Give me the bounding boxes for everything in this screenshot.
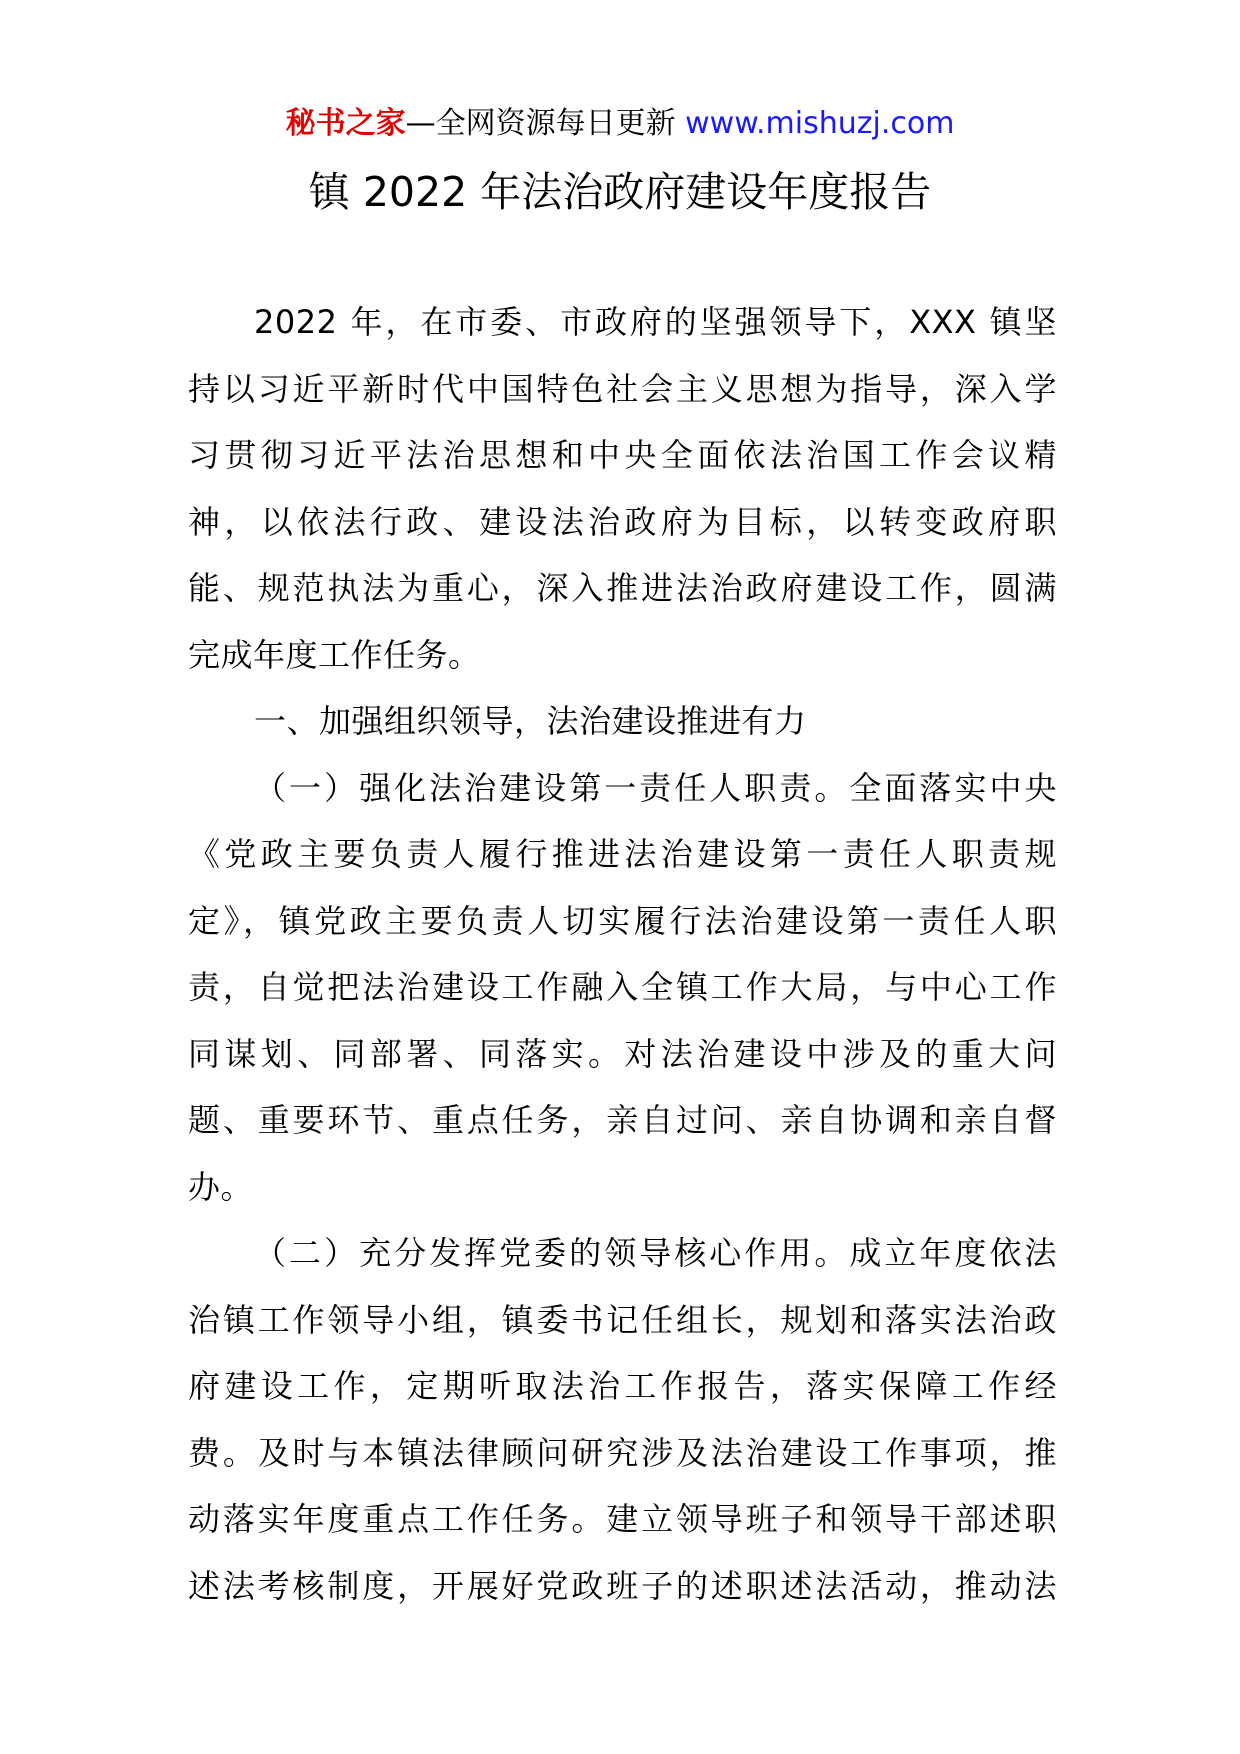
paragraph-line: 定》，镇党政主要负责人切实履行法治建设第一责任人职	[188, 901, 1057, 940]
paragraph-line: 能、规范执法为重心，深入推进法治政府建设工作，圆满	[188, 569, 1057, 607]
document-body	[188, 289, 1057, 1619]
paragraph-line: 治镇工作领导小组，镇委书记任组长，规划和落实法治政	[188, 1300, 1057, 1339]
watermark-header	[0, 102, 1240, 146]
watermark-url[interactable]: www.mishuzj.com	[685, 106, 955, 141]
paragraph-line: （一）强化法治建设第一责任人职责。全面落实中央	[254, 768, 1057, 807]
paragraph-line: 同谋划、同部署、同落实。对法治建设中涉及的重大问	[188, 1034, 1057, 1073]
paragraph-line: 完成年度工作任务。	[188, 635, 481, 674]
paragraph-line: 述法考核制度，开展好党政班子的述职述法活动，推动法	[188, 1566, 1057, 1605]
paragraph-line: 习贯彻习近平法治思想和中央全面依法治国工作会议精	[188, 436, 1057, 474]
paragraph-line: 2022 年，在市委、市政府的坚强领导下，XXX 镇坚	[254, 303, 1057, 341]
paragraph-line: 费。及时与本镇法律顾问研究涉及法治建设工作事项，推	[188, 1433, 1057, 1472]
paragraph-line: 动落实年度重点工作任务。建立领导班子和领导干部述职	[188, 1500, 1057, 1538]
document-title: 镇 2022 年法治政府建设年度报告	[308, 168, 932, 216]
paragraph-line: 题、重要环节、重点任务，亲自过问、亲自协调和亲自督	[188, 1101, 1057, 1139]
watermark-brand: 秘书之家	[285, 106, 406, 141]
paragraph-line: 办。	[188, 1167, 254, 1206]
paragraph-line: 责，自觉把法治建设工作融入全镇工作大局，与中心工作	[188, 968, 1057, 1006]
watermark-tagline: —全网资源每日更新	[405, 106, 686, 141]
paragraph-line: 府建设工作，定期听取法治工作报告，落实保障工作经	[188, 1367, 1057, 1405]
paragraph-line: 持以习近平新时代中国特色社会主义思想为指导，深入学	[188, 369, 1057, 408]
paragraph-line: （二）充分发挥党委的领导核心作用。成立年度依法	[254, 1234, 1057, 1272]
section-heading: 一、加强组织领导，法治建设推进有力	[254, 702, 807, 740]
paragraph-line: 《党政主要负责人履行推进法治建设第一责任人职责规	[188, 835, 1057, 873]
paragraph-line: 神，以依法行政、建设法治政府为目标，以转变政府职	[188, 502, 1057, 541]
